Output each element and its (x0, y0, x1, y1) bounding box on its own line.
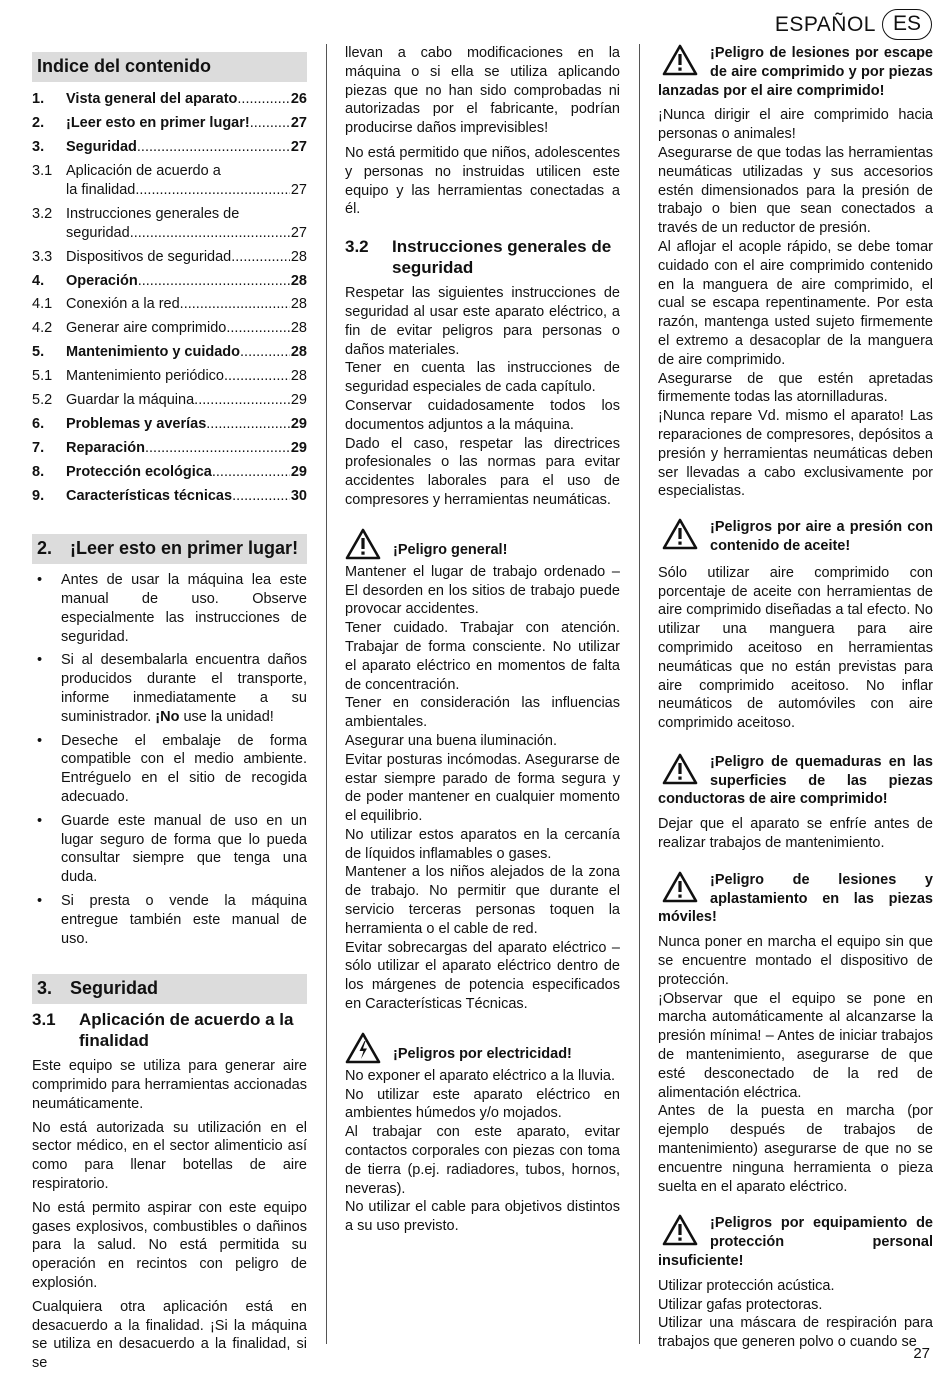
toc-leader (137, 138, 290, 157)
paragraph: Evitar sobrecargas del aparato eléctrico – sólo utilizar el aparato eléctrico dentro de los márgenes de potencia especificados en Características Técnicas. (345, 939, 620, 1013)
toc-leader (250, 114, 290, 133)
paragraph: Mantener a los niños alejados de la zona de trabajo. No permitir que durante el servicio terceras personas toquen la herramienta o el cable de red. (345, 864, 620, 937)
toc-leader (135, 181, 290, 200)
warning-triangle-icon (662, 871, 698, 903)
paragraph: ¡Nunca dirigir el aire comprimido hacia personas o animales! (658, 107, 933, 143)
paragraph: Asegurarse de que estén apretadas firmemente todas las atornilladuras. (658, 370, 933, 406)
toc-entry-number: 5.1 (32, 368, 53, 385)
toc-entry[interactable] (32, 319, 307, 338)
page-header (775, 9, 932, 40)
toc-title: Indice del contenido (32, 52, 307, 82)
toc-entry[interactable] (32, 90, 307, 109)
paragraph: No exponer el aparato eléctrico a la lluvia. (345, 1067, 616, 1084)
section-number: 3. (37, 978, 53, 999)
toc-entry-label: Dispositivos de seguridad (66, 248, 232, 265)
paragraph: Tener cuidado. Trabajar con atención. Trabajar de forma consciente. No utilizar el aparato eléctrico en momentos de falta de concentración. (345, 620, 620, 693)
list-item: • Deseche el embalaje de forma compatible con el medio ambiente. Entréguelo en el sitio de recogida adecuado. (32, 732, 307, 807)
warning-title: ¡Peligros por aire a presión con contenido de aceite! (710, 519, 933, 554)
toc-entry-number: 3.1 (32, 162, 53, 179)
warning-oily-air (658, 518, 933, 556)
toc-leader (180, 295, 290, 314)
paragraph: Dado el caso, respetar las directrices profesionales o las normas para evitar accidentes laborales para el uso de compresores y herramientas neumáticas. (345, 435, 620, 508)
toc-entry-label: Vista general del aparato (66, 91, 238, 107)
paragraph: No está autorizada su utilización en el sector médico, en el sector alimenticio así como para llenar botellas de aire respiratorio. (32, 1119, 307, 1193)
toc-entry-label: Características técnicas (66, 488, 233, 505)
toc-entry-label: Instrucciones generales de (66, 205, 240, 222)
toc-entry[interactable] (32, 114, 307, 133)
warning-triangle-icon (345, 528, 381, 560)
toc-leader (130, 224, 290, 243)
language-code-badge: ES (882, 9, 932, 40)
paragraph: No utilizar este aparato eléctrico en ambientes húmedos y/o mojados. (345, 1086, 620, 1122)
compressed-air-hazard-text (658, 106, 933, 501)
toc-entry-label: Protección ecológica (66, 464, 212, 481)
section-title: ¡Leer esto en primer lugar! (70, 538, 299, 559)
paragraph: Asegurar una buena iluminación. (345, 732, 557, 749)
subsection-3-1-heading (32, 1010, 307, 1051)
toc-entry[interactable] (32, 138, 307, 157)
warning-burns (658, 753, 933, 809)
toc-entry-number: 8. (32, 464, 45, 481)
paragraph: Al aflojar el acople rápido, se debe tomar cuidado con el aire comprimido contenido en la manguera de aire comprimido, el cual se escapa repentinamente. Por esta razón, mantenga usted sujeto firmemente el extremo a desacoplar de la manguera de aire comprimido. (658, 238, 933, 368)
toc-entry-number: 2. (32, 114, 45, 131)
warning-triangle-icon (662, 753, 698, 785)
toc-leader (240, 343, 290, 362)
warning-triangle-icon (662, 1214, 698, 1246)
toc-entry-number: 4.2 (32, 320, 53, 337)
paragraph: Mantener el lugar de trabajo ordenado – El desorden en los sitios de trabajo puede provocar accidentes. (345, 563, 620, 618)
toc-entry[interactable] (32, 367, 307, 386)
list-item (32, 651, 307, 726)
toc-entry-label: Reparación (66, 440, 145, 457)
toc-entry-page: 28 (290, 272, 307, 289)
warning-title: ¡Peligros por equipamiento de protección personal insuficiente! (658, 1215, 933, 1270)
toc-entry[interactable] (32, 439, 307, 458)
ppe-hazard-text (658, 1277, 933, 1352)
toc-entry-page: 27 (290, 224, 307, 241)
subsection-title: Instrucciones generales de seguridad (392, 237, 612, 277)
list-item-text: use la unidad! (179, 708, 274, 725)
toc-entry-page: 28 (290, 248, 307, 265)
paragraph: Respetar las siguientes instrucciones de seguridad al usar este aparato eléctrico, a fin de evitar peligros para personas o daños materiales. (345, 285, 620, 358)
toc-entry[interactable] (32, 162, 307, 200)
toc-entry-number: 1. (32, 91, 45, 107)
paragraph: Sólo utilizar aire comprimido con porcentaje de aceite con herramientas de aire comprimido diseñadas a tal efecto. No utilizar una manguera para aire comprimido aceitoso en herramientas neumáticas que no están previstas para aire comprimido aceitoso. No inflar neumáticos de automóviles con aire comprimido aceitoso. (658, 564, 933, 732)
column-2 (345, 44, 620, 1236)
paragraph: Utilizar gafas protectoras. (658, 1296, 823, 1313)
toc-entry-label: seguridad (66, 224, 130, 241)
list-item-text: Si al desembalarla encuentra daños producidos durante el transporte, informe inmediatamente a su suministrador. (61, 652, 307, 725)
toc-leader (212, 463, 290, 482)
toc-entry-label: ¡Leer esto en primer lugar! (66, 114, 250, 131)
language-label: ESPAÑOL (774, 12, 876, 36)
paragraph: No utilizar estos aparatos en la cercanía de líquidos inflamables o gases. (345, 826, 620, 862)
toc-entry-label: Generar aire comprimido (66, 320, 227, 337)
column-divider (639, 44, 640, 1344)
toc-entry-page: 28 (290, 368, 307, 385)
paragraph: Dejar que el aparato se enfríe antes de realizar trabajos de mantenimiento. (658, 816, 933, 852)
toc-entry-label: la finalidad (66, 181, 136, 198)
toc-entry-number: 5. (32, 344, 45, 361)
toc-entry-page: 26 (290, 91, 307, 107)
toc-entry-label: Aplicación de acuerdo a (66, 162, 221, 179)
toc-leader (138, 272, 290, 291)
paragraph: Tener en consideración las influencias ambientales. (345, 695, 620, 731)
toc-entry[interactable] (32, 487, 307, 506)
moving-parts-hazard-text (658, 933, 933, 1196)
toc-entry-label: Problemas y averías (66, 416, 207, 433)
list-item: • Antes de usar la máquina lea este manual de uso. Observe especialmente las instrucciones de seguridad. (32, 571, 307, 646)
toc-entry-number: 9. (32, 488, 45, 505)
toc-entry[interactable] (32, 391, 307, 410)
paragraph: No utilizar el cable para objetivos distintos a su uso previsto. (345, 1199, 620, 1235)
warning-title: ¡Peligro general! (393, 541, 508, 558)
subsection-number: 3.2 (345, 237, 369, 257)
warning-electricity (345, 1032, 620, 1064)
toc-entry-page: 28 (290, 344, 307, 361)
warning-title: ¡Peligros por electricidad! (393, 1046, 572, 1063)
toc-entry-page: 28 (290, 320, 307, 337)
toc-entry-label: Conexión a la red (66, 296, 180, 313)
page-number: 27 (913, 1345, 930, 1362)
paragraph: Conservar cuidadosamente todos los documentos adjuntos a la máquina. (345, 397, 620, 433)
list-item: • Si presta o vende la máquina entregue también este manual de uso. (32, 892, 307, 948)
subsection-title: Aplicación de acuerdo a la finalidad (79, 1010, 294, 1050)
toc-entry-number: 4.1 (32, 296, 53, 313)
electric-hazard-icon (345, 1032, 381, 1064)
toc-entry-number: 3. (32, 138, 45, 155)
paragraph: Evitar posturas incómodas. Asegurarse de estar siempre parado de forma segura y de poder mantener en cualquier momento el equilibrio. (345, 751, 620, 825)
toc-entry-number: 4. (32, 272, 45, 289)
toc-entry-number: 7. (32, 440, 45, 457)
toc-entry-page: 27 (290, 138, 307, 155)
warning-moving-parts (658, 871, 933, 927)
column-divider (326, 44, 327, 1344)
emphasis-text: ¡No (155, 708, 180, 725)
toc-entry[interactable] (32, 272, 307, 291)
toc-entry-label: Seguridad (66, 138, 137, 155)
paragraph: Este equipo se utiliza para generar aire comprimido para herramientas accionadas neumáticamente. (32, 1058, 307, 1112)
column-1 (32, 44, 307, 1378)
toc-entry[interactable] (32, 415, 307, 434)
toc-entry[interactable] (32, 205, 307, 243)
toc-entry-page: 30 (290, 488, 307, 505)
subsection-3-2-heading (345, 237, 620, 278)
subsection-number: 3.1 (32, 1010, 56, 1030)
paragraph: No está permito aspirar con este equipo gases explosivos, combustibles o dañinos para la salud. No está permitida su operación en recintos con peligro de explosión. (32, 1199, 307, 1292)
paragraph: Al trabajar con este aparato, evitar contactos corporales con piezas con toma de tierra (p.ej. radiadores, tubos, hornos, neveras). (345, 1124, 620, 1197)
section-2-bullets (32, 571, 307, 948)
paragraph: Utilizar una máscara de respiración para trabajos que generen polvo o cuando se (658, 1315, 933, 1351)
toc-entry-number: 3.3 (32, 248, 53, 265)
toc-leader (237, 90, 289, 109)
paragraph-split-end: llevan a cabo modificaciones en la máquina o si ella se utiliza aplicando piezas que no han sido comprobadas ni autorizadas por el fabricante, podrían producirse daños imprevisibles! (345, 45, 620, 137)
toc-leader (226, 319, 289, 338)
toc-entry-label: Mantenimiento periódico (66, 368, 224, 385)
warning-title: ¡Peligro de lesiones y aplastamiento en las piezas móviles! (658, 871, 933, 926)
toc-entry-label: Operación (66, 272, 138, 289)
toc-entry[interactable] (32, 295, 307, 314)
paragraph: Tener en cuenta las instrucciones de seguridad especiales de cada capítulo. (345, 360, 620, 396)
list-item: • Guarde este manual de uso en un lugar seguro de forma que lo pueda consultar siempre que tenga una duda. (32, 812, 307, 887)
toc-leader (206, 415, 290, 434)
paragraph: Utilizar protección acústica. (658, 1277, 835, 1294)
section-2-heading (32, 534, 307, 564)
toc-entry[interactable] (32, 463, 307, 482)
toc-entry-label: Mantenimiento y cuidado (66, 344, 241, 361)
table-of-contents (32, 90, 307, 506)
paragraph: Antes de la puesta en marcha (por ejemplo después de trabajos de mantenimiento) asegurarse de que no se encuentre ninguna herramienta o pieza suelta en el aparato eléctrico. (658, 1103, 933, 1195)
toc-entry-page: 29 (290, 392, 307, 409)
warning-title: ¡Peligro de lesiones por escape de aire comprimido y por piezas lanzadas por el aire comprimido! (658, 45, 933, 99)
paragraph: Asegurarse de que todas las herramientas neumáticas utilizadas y sus accesorios estén dimensionados para la presión de trabajo o bien que sean conectados a través de un reductor de presión. (658, 144, 933, 237)
toc-entry-page: 29 (290, 464, 307, 481)
warning-ppe (658, 1214, 933, 1270)
paragraph: ¡Observar que el equipo se pone en marcha automáticamente al alcanzarse la presión mínima! – Antes de iniciar trabajos de mantenimiento, asegurarse de que esté desconectado de la red de alimentación eléctrica. (658, 990, 933, 1101)
warning-title: ¡Peligro de quemaduras en las superficies de las piezas conductoras de aire comprimido! (658, 753, 933, 808)
toc-entry-number: 3.2 (32, 205, 53, 222)
toc-entry-number: 5.2 (32, 392, 53, 409)
warning-compressed-air (658, 44, 933, 100)
toc-entry[interactable] (32, 248, 307, 267)
toc-entry-page: 28 (290, 296, 307, 313)
toc-entry-page: 27 (290, 181, 307, 198)
toc-entry-label: Guardar la máquina (66, 392, 195, 409)
toc-entry-page: 29 (290, 416, 307, 433)
general-hazard-text (345, 563, 620, 1014)
warning-general (345, 528, 620, 560)
paragraph-split-start: Cualquiera otra aplicación está en desacuerdo a la finalidad. ¡Si la máquina se utiliza en desacuerdo a la finalidad, si se (32, 1298, 307, 1372)
toc-leader (194, 391, 290, 410)
toc-leader (231, 248, 290, 267)
toc-entry-page: 27 (290, 114, 307, 131)
toc-entry-page: 29 (290, 440, 307, 457)
section-number: 2. (37, 538, 53, 559)
column-3 (658, 44, 933, 1352)
toc-entry[interactable] (32, 343, 307, 362)
section-title: Seguridad (70, 978, 159, 999)
warning-triangle-icon (662, 518, 698, 550)
toc-leader (232, 487, 290, 506)
toc-leader (145, 439, 290, 458)
electric-hazard-text (345, 1067, 620, 1236)
paragraph: No está permitido que niños, adolescentes y personas no instruidas utilicen este equipo y las herramientas conectadas a él. (345, 144, 620, 218)
section-3-heading (32, 974, 307, 1004)
paragraph: ¡Nunca repare Vd. mismo el aparato! Las reparaciones de compresores, depósitos a presión y herramientas neumáticas deben ser llevadas a cabo exclusivamente por especialistas. (658, 408, 933, 500)
toc-leader (224, 367, 290, 386)
warning-triangle-icon (662, 44, 698, 76)
paragraph: Nunca poner en marcha el equipo sin que se encuentre montado el dispositivo de protección. (658, 934, 933, 988)
toc-entry-number: 6. (32, 416, 45, 433)
